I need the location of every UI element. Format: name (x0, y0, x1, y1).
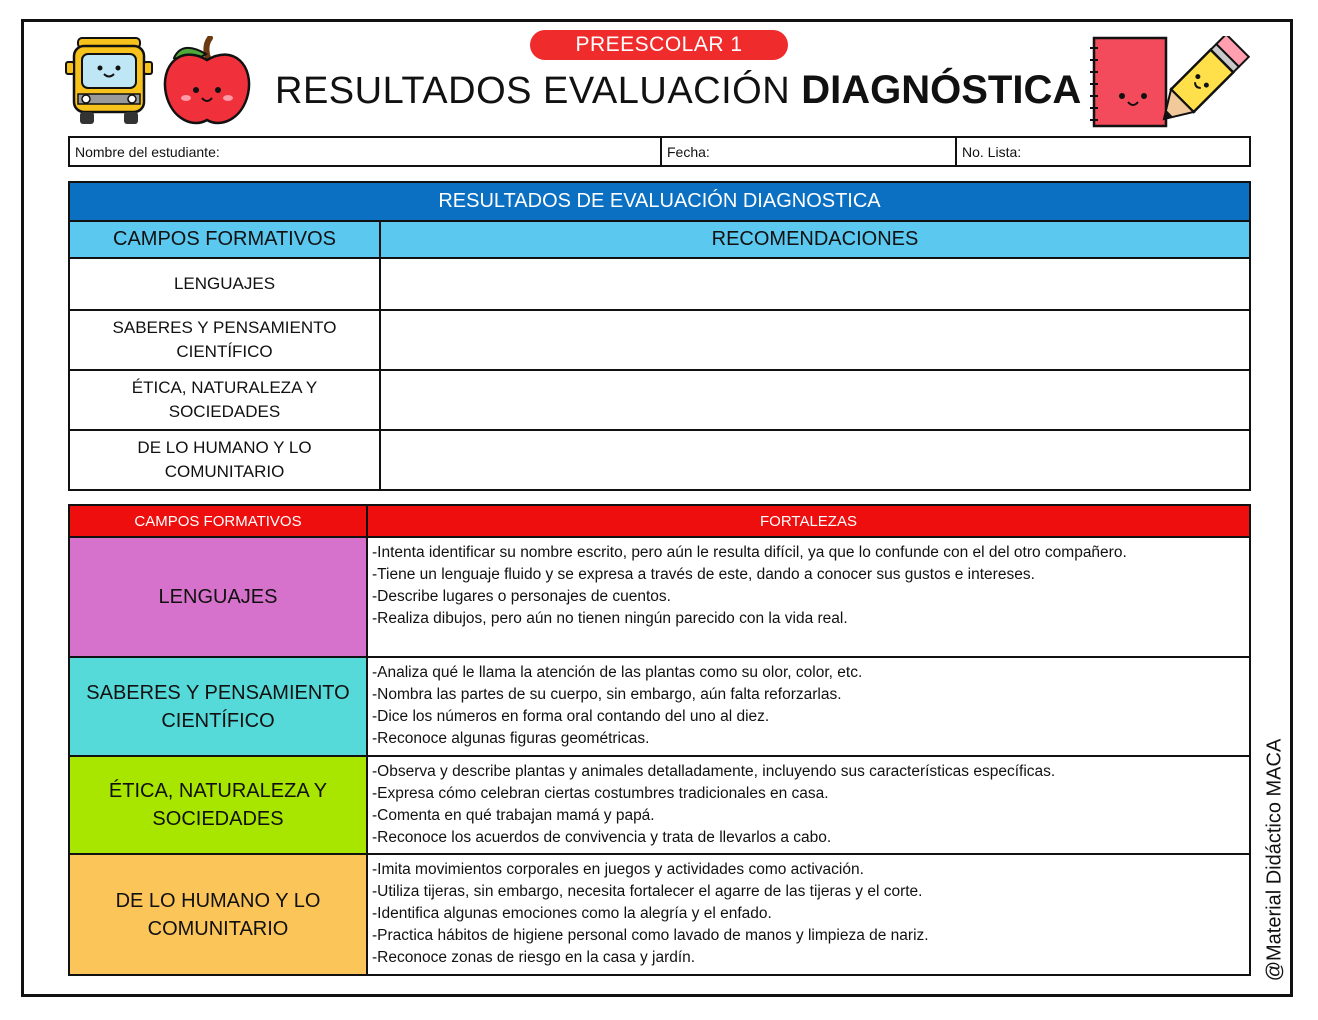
strength-line: -Describe lugares o personajes de cuentos. (372, 588, 671, 605)
recommendation-cell[interactable] (380, 310, 1250, 370)
credit-text: @Material Didáctico MACA (1263, 738, 1286, 982)
strength-line: -Intenta identificar su nombre escrito, pero aún le resulta difícil, ya que lo confunde con el del otro compañero. (372, 544, 1127, 561)
strength-notes (367, 854, 1250, 975)
strength-notes (367, 756, 1250, 854)
strength-line: -Tiene un lenguaje fluido y se expresa a través de este, dando a conocer sus gustos e intereses. (372, 566, 1035, 583)
strength-line: -Utiliza tijeras, sin embargo, necesita fortalecer el agarre de las tijeras y el corte. (372, 883, 923, 900)
page-title (275, 64, 1081, 116)
list-number-field[interactable] (956, 137, 1250, 166)
recommendation-cell[interactable] (380, 258, 1250, 310)
strength-notes (367, 537, 1250, 657)
school-bus-icon (64, 36, 154, 128)
recommendations-col-fields: CAMPOS FORMATIVOS (69, 221, 380, 258)
date-field[interactable] (661, 137, 956, 166)
recommendation-cell[interactable] (380, 430, 1250, 490)
title-bold: DIAGNÓSTICA (801, 68, 1082, 112)
strength-field-label: ÉTICA, NATURALEZA Y SOCIEDADES (69, 756, 367, 854)
student-info-table (68, 136, 1251, 167)
strength-line: -Reconoce zonas de riesgo en la casa y jardín. (372, 949, 696, 966)
recommendation-field-label: DE LO HUMANO Y LO COMUNITARIO (69, 430, 380, 490)
strength-field-label: LENGUAJES (69, 537, 367, 657)
student-name-field[interactable] (69, 137, 661, 166)
recommendation-field-label: SABERES Y PENSAMIENTO CIENTÍFICO (69, 310, 380, 370)
strength-line: -Practica hábitos de higiene personal como lavado de manos y limpieza de nariz. (372, 927, 929, 944)
strength-line: -Expresa cómo celebran ciertas costumbres tradicionales en casa. (372, 785, 829, 802)
strength-line: -Dice los números en forma oral contando del uno al diez. (372, 708, 770, 725)
strength-field-label: DE LO HUMANO Y LO COMUNITARIO (69, 854, 367, 975)
date-label: Fecha: (667, 143, 710, 160)
strength-line: -Reconoce algunas figuras geométricas. (372, 730, 650, 747)
grade-badge: PREESCOLAR 1 (530, 30, 788, 60)
pencil-icon (1150, 36, 1250, 130)
recommendation-cell[interactable] (380, 370, 1250, 430)
strengths-table (68, 504, 1251, 976)
strengths-col-strengths: FORTALEZAS (367, 505, 1250, 537)
strength-line: -Reconoce los acuerdos de convivencia y trata de llevarlos a cabo. (372, 829, 832, 846)
title-main: RESULTADOS EVALUACIÓN (275, 70, 791, 112)
strength-line: -Observa y describe plantas y animales detalladamente, incluyendo sus características específicas. (372, 763, 1056, 780)
strength-line: -Identifica algunas emociones como la alegría y el enfado. (372, 905, 772, 922)
apple-icon (160, 36, 254, 128)
strength-notes (367, 657, 1250, 756)
strength-line: -Comenta en qué trabajan mamá y papá. (372, 807, 655, 824)
strength-line: -Realiza dibujos, pero aún no tienen ningún parecido con la vida real. (372, 610, 848, 627)
strength-line: -Imita movimientos corporales en juegos y actividades como activación. (372, 861, 864, 878)
strengths-col-fields: CAMPOS FORMATIVOS (69, 505, 367, 537)
recommendation-field-label: LENGUAJES (69, 258, 380, 310)
recommendations-table (68, 181, 1251, 491)
list-number-label: No. Lista: (962, 143, 1022, 160)
strength-field-label: SABERES Y PENSAMIENTO CIENTÍFICO (69, 657, 367, 756)
recommendation-field-label: ÉTICA, NATURALEZA Y SOCIEDADES (69, 370, 380, 430)
strength-line: -Analiza qué le llama la atención de las plantas como su olor, color, etc. (372, 664, 863, 681)
student-name-label: Nombre del estudiante: (75, 143, 220, 160)
credit-watermark (1255, 740, 1295, 980)
strength-line: -Nombra las partes de su cuerpo, sin embargo, aún falta reforzarlas. (372, 686, 842, 703)
recommendations-col-recommendations: RECOMENDACIONES (380, 221, 1250, 258)
recommendations-table-title: RESULTADOS DE EVALUACIÓN DIAGNOSTICA (69, 182, 1250, 221)
